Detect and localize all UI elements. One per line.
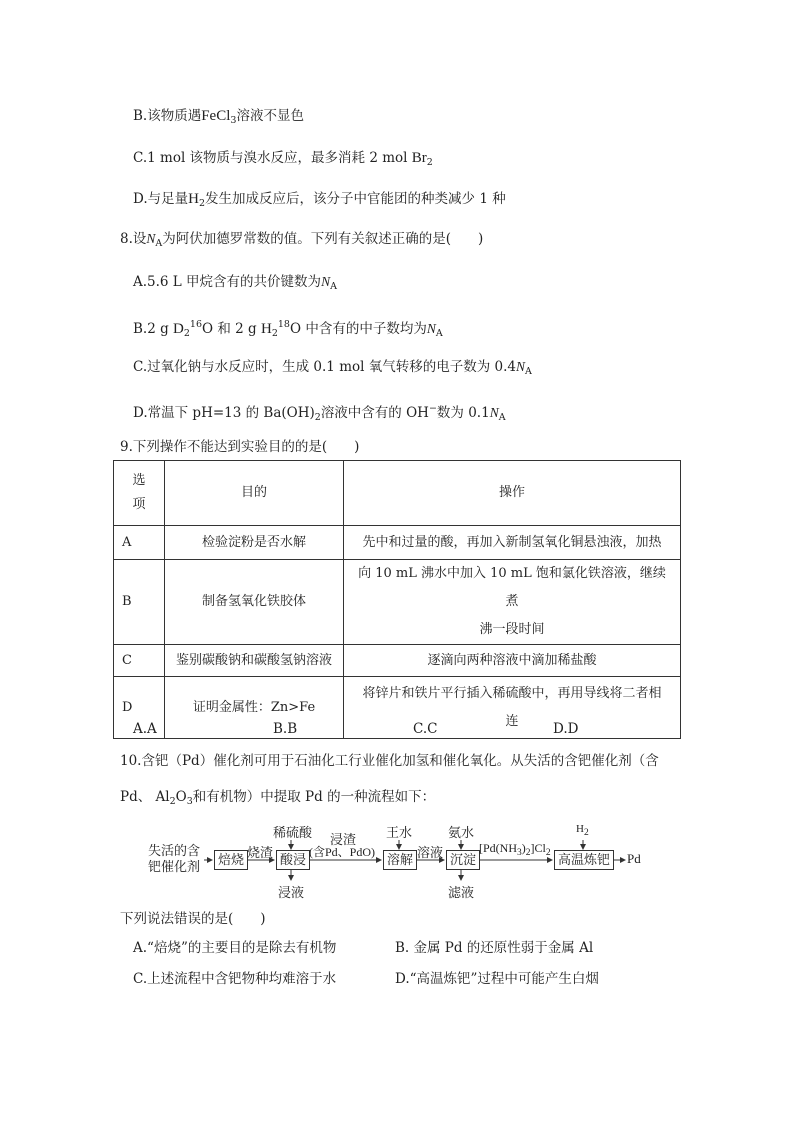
header-goal: 目的 — [165, 461, 344, 526]
row-option: D — [114, 677, 165, 739]
choice-b: B.B — [273, 721, 298, 737]
label-leach-residue-content: (含Pd、PdO) — [309, 845, 376, 859]
q10-stem-line1: 10.含钯（Pd）催化剂可用于石油化工行业催化加氢和催化氧化。从失活的含钯催化剂（含 — [120, 753, 659, 769]
table-row — [114, 645, 681, 677]
label-leach-residue: 浸渣 — [330, 832, 357, 847]
label-solution: 溶液 — [417, 845, 444, 860]
row-goal: 制备氢氧化铁胶体 — [165, 560, 344, 645]
row-goal: 证明金属性：Zn>Fe — [165, 677, 344, 739]
q9-table — [113, 460, 681, 739]
output-leachate: 浸液 — [278, 885, 305, 900]
q10-option-a: A.“焙烧”的主要目的是除去有机物 — [133, 940, 337, 956]
reagent-aqua-regia: 王水 — [386, 825, 413, 840]
q7-option-c: C.1 mol 该物质与溴水反应，最多消耗 2 mol $Br_2$ — [133, 150, 433, 168]
table-row — [114, 526, 681, 560]
process-flow-diagram — [148, 822, 648, 902]
choice-d: D.D — [553, 721, 579, 737]
q10-ask: 下列说法错误的是( ) — [120, 911, 266, 927]
q10-option-d: D.“高温炼钯”过程中可能产生白烟 — [395, 971, 599, 987]
choice-c: C.C — [413, 721, 438, 737]
row-option: C — [114, 645, 165, 677]
label-roast-residue: 烧渣 — [247, 845, 274, 860]
flow-end-pd: Pd — [627, 851, 641, 866]
step-precipitate: 沉淀 — [446, 850, 480, 870]
step-dissolve: 溶解 — [383, 850, 417, 870]
header-option: 选 项 — [114, 461, 165, 526]
reagent-ammonia: 氨水 — [448, 825, 475, 840]
row-operation: 先中和过量的酸，再加入新制氢氧化铜悬浊液，加热 — [344, 526, 681, 560]
header-operation: 操作 — [344, 461, 681, 526]
reagent-dilute-sulfuric: 稀硫酸 — [273, 825, 313, 840]
label-complex: $[Pd(NH_3)_2]Cl_2$ — [479, 841, 551, 858]
q8-stem: 8.设$N_A$为阿伏加德罗常数的值。下列有关叙述正确的是( ) — [120, 231, 484, 249]
q8-option-b: B.2 g $D_2^{16}O$ 和 2 g $H_2^{18}O$ 中含有的中子数均为$N_A$ — [133, 319, 443, 339]
reagent-hydrogen: H2 — [576, 823, 589, 838]
table-header-row — [114, 461, 681, 526]
choice-a: A.A — [133, 721, 157, 737]
step-acid-leach: 酸浸 — [276, 850, 310, 870]
output-filtrate: 滤液 — [448, 885, 475, 900]
table-row — [114, 560, 681, 645]
q8-option-c: C.过氧化钠与水反应时，生成 0.1 mol 氧气转移的电子数为 $0.4N_A$ — [133, 359, 532, 377]
q9-stem: 9.下列操作不能达到实验目的的是( ) — [120, 439, 360, 455]
flow-start-label: 失活的含 钯催化剂 — [148, 843, 201, 874]
q10-option-b: B. 金属 Pd 的还原性弱于金属 Al — [395, 940, 594, 956]
step-refine: 高温炼钯 — [554, 850, 614, 870]
q8-option-a: A.5.6 L 甲烷含有的共价键数为$N_A$ — [133, 274, 337, 292]
row-operation: 逐滴向两种溶液中滴加稀盐酸 — [344, 645, 681, 677]
row-goal: 鉴别碳酸钠和碳酸氢钠溶液 — [165, 645, 344, 677]
q10-option-c: C.上述流程中含钯物种均难溶于水 — [133, 971, 337, 987]
row-operation: 将锌片和铁片平行插入稀硫酸中，再用导线将二者相 连 — [344, 677, 681, 739]
q7-option-b: B.该物质遇FeCl$_3$溶液不显色 — [133, 108, 304, 126]
q10-stem-line2: Pd、 $Al_2O_3$和有机物）中提取 Pd 的一种流程如下： — [120, 789, 436, 807]
row-option: A — [114, 526, 165, 560]
q9-choices — [133, 719, 693, 739]
row-option: B — [114, 560, 165, 645]
q7-option-d: D.与足量$H_2$发生加成反应后，该分子中官能团的种类减少 1 种 — [133, 191, 506, 209]
q8-option-d: D.常温下 pH=13 的 $Ba(OH)_2$溶液中含有的 OH−数为 $0.1N_A$ — [133, 403, 506, 423]
row-operation: 向 10 mL 沸水中加入 10 mL 饱和氯化铁溶液，继续煮 沸一段时间 — [344, 560, 681, 645]
step-roast: 焙烧 — [214, 850, 248, 870]
row-goal: 检验淀粉是否水解 — [165, 526, 344, 560]
